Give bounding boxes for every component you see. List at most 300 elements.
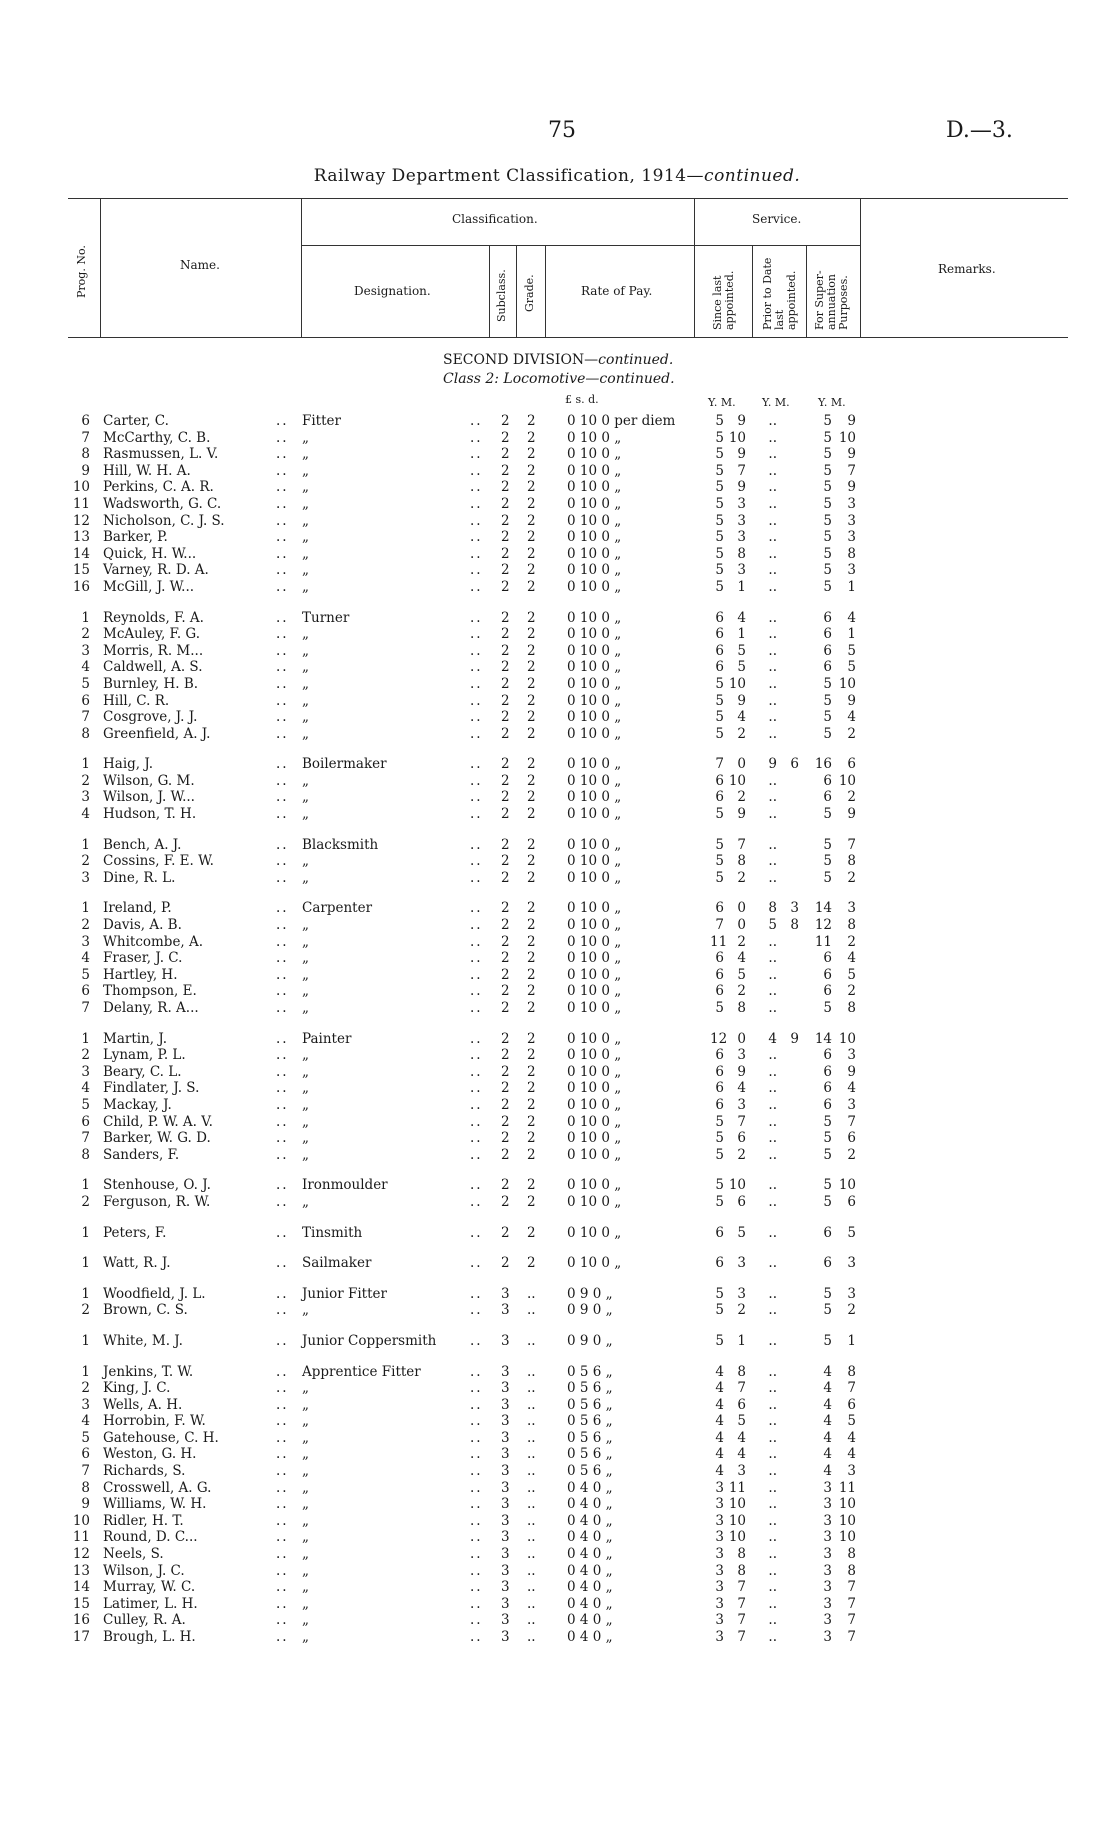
- since-years-cell: 5: [715, 495, 724, 512]
- total-months-cell: 2: [847, 983, 856, 1000]
- leader-dots: ..: [470, 462, 483, 479]
- subclass-cell: 2: [501, 806, 510, 823]
- since-months-cell: 5: [737, 642, 746, 659]
- table-row: [0, 1302, 1114, 1319]
- subclass-cell: 3: [501, 1546, 510, 1563]
- grade-cell: 2: [527, 966, 536, 983]
- col-rule: [860, 198, 861, 337]
- grade-cell: ..: [527, 1479, 536, 1496]
- grade-cell: 2: [527, 562, 536, 579]
- rate-of-pay-cell: 0 10 0 „: [567, 462, 622, 479]
- rate-of-pay-cell: 0 4 0 „: [567, 1595, 613, 1612]
- prior-years-cell: 9: [768, 756, 777, 773]
- grade-cell: 2: [527, 950, 536, 967]
- table-row: [0, 1000, 1114, 1017]
- designation-cell: „: [302, 1080, 309, 1097]
- table-row: [0, 1255, 1114, 1272]
- name-cell: Horrobin, F. W.: [103, 1413, 206, 1430]
- since-years-cell: 5: [715, 869, 724, 886]
- prog-no-cell: 4: [81, 1080, 90, 1097]
- grade-cell: ..: [527, 1396, 536, 1413]
- since-months-cell: 6: [737, 1130, 746, 1147]
- table-row: [0, 479, 1114, 496]
- subclass-cell: 2: [501, 983, 510, 1000]
- total-years-cell: 11: [814, 933, 832, 950]
- grade-cell: 2: [527, 1096, 536, 1113]
- subclass-cell: 2: [501, 1096, 510, 1113]
- name-cell: McGill, J. W...: [103, 578, 195, 595]
- name-cell: Thompson, E.: [103, 983, 197, 1000]
- rate-of-pay-cell: 0 10 0 „: [567, 479, 622, 496]
- leader-dots: ..: [276, 1363, 289, 1380]
- total-years-cell: 6: [823, 626, 832, 643]
- since-years-cell: 5: [715, 725, 724, 742]
- total-months-cell: 10: [838, 1177, 856, 1194]
- total-months-cell: 3: [847, 1285, 856, 1302]
- rate-of-pay-cell: 0 10 0 „: [567, 950, 622, 967]
- subclass-cell: 2: [501, 950, 510, 967]
- total-years-cell: 6: [823, 609, 832, 626]
- prior-years-cell: ..: [768, 1177, 777, 1194]
- table-row: [0, 513, 1114, 530]
- name-cell: McAuley, F. G.: [103, 626, 200, 643]
- table-row: [0, 579, 1114, 596]
- name-cell: Richards, S.: [103, 1463, 186, 1480]
- total-years-cell: 5: [823, 413, 832, 429]
- total-years-cell: 3: [823, 1595, 832, 1612]
- leader-dots: ..: [470, 1429, 483, 1446]
- leader-dots: ..: [276, 659, 289, 676]
- prog-no-cell: 3: [81, 789, 90, 806]
- subclass-cell: 2: [501, 512, 510, 529]
- total-months-cell: 7: [847, 1595, 856, 1612]
- prog-no-cell: 1: [81, 609, 90, 626]
- since-years-cell: 6: [715, 609, 724, 626]
- name-cell: Murray, W. C.: [103, 1579, 196, 1596]
- designation-cell: „: [302, 626, 309, 643]
- total-years-cell: 6: [823, 966, 832, 983]
- table-row: [0, 1114, 1114, 1131]
- since-months-cell: 7: [737, 1579, 746, 1596]
- prior-years-cell: ..: [768, 1529, 777, 1546]
- total-years-cell: 4: [823, 1429, 832, 1446]
- name-cell: Davis, A. B.: [103, 917, 182, 934]
- name-cell: Brough, L. H.: [103, 1629, 196, 1645]
- since-years-cell: 6: [715, 983, 724, 1000]
- designation-cell: „: [302, 966, 309, 983]
- grade-cell: 2: [527, 429, 536, 446]
- grade-cell: 2: [527, 675, 536, 692]
- leader-dots: ..: [276, 1512, 289, 1529]
- rate-of-pay-cell: 0 10 0 per diem: [567, 413, 676, 429]
- leader-dots: ..: [276, 1612, 289, 1629]
- prog-no-cell: 2: [81, 1302, 90, 1319]
- designation-cell: „: [302, 789, 309, 806]
- name-cell: Perkins, C. A. R.: [103, 479, 214, 496]
- since-years-cell: 6: [715, 1096, 724, 1113]
- name-cell: Rasmussen, L. V.: [103, 446, 219, 463]
- leader-dots: ..: [276, 1285, 289, 1302]
- leader-dots: ..: [470, 1285, 483, 1302]
- leader-dots: ..: [470, 1463, 483, 1480]
- page-number: 75: [548, 118, 576, 143]
- prior-years-cell: ..: [768, 853, 777, 870]
- prog-no-cell: 7: [81, 1130, 90, 1147]
- prior-years-cell: ..: [768, 1629, 777, 1645]
- leader-dots: ..: [276, 562, 289, 579]
- designation-cell: Junior Coppersmith: [302, 1332, 437, 1349]
- since-months-cell: 7: [737, 462, 746, 479]
- subclass-cell: 2: [501, 966, 510, 983]
- rate-of-pay-cell: 0 10 0 „: [567, 789, 622, 806]
- name-cell: Dine, R. L.: [103, 869, 176, 886]
- prog-no-cell: 15: [72, 562, 90, 579]
- designation-group: [0, 1031, 1114, 1164]
- since-years-cell: 4: [715, 1429, 724, 1446]
- leader-dots: ..: [470, 1146, 483, 1163]
- name-cell: Nicholson, C. J. S.: [103, 512, 225, 529]
- prog-no-cell: 1: [81, 900, 90, 917]
- designation-cell: „: [302, 1113, 309, 1130]
- total-years-cell: 6: [823, 950, 832, 967]
- since-years-cell: 6: [715, 626, 724, 643]
- table-row: [0, 870, 1114, 887]
- leader-dots: ..: [470, 512, 483, 529]
- subclass-cell: 3: [501, 1595, 510, 1612]
- since-years-cell: 5: [715, 853, 724, 870]
- grade-cell: ..: [527, 1562, 536, 1579]
- leader-dots: ..: [276, 1113, 289, 1130]
- grade-cell: 2: [527, 869, 536, 886]
- since-years-cell: 5: [715, 446, 724, 463]
- since-months-cell: 10: [728, 675, 746, 692]
- designation-group: [0, 610, 1114, 743]
- grade-cell: 2: [527, 725, 536, 742]
- rate-of-pay-cell: 0 10 0 „: [567, 578, 622, 595]
- subclass-cell: 3: [501, 1463, 510, 1480]
- since-months-cell: 1: [737, 578, 746, 595]
- table-row: [0, 1480, 1114, 1497]
- grade-cell: 2: [527, 609, 536, 626]
- total-years-cell: 5: [823, 725, 832, 742]
- prior-years-cell: ..: [768, 479, 777, 496]
- table-row: [0, 463, 1114, 480]
- subclass-cell: 2: [501, 562, 510, 579]
- total-months-cell: 3: [847, 529, 856, 546]
- grade-cell: 2: [527, 1063, 536, 1080]
- leader-dots: ..: [276, 1302, 289, 1319]
- prog-no-cell: 1: [81, 1363, 90, 1380]
- prog-no-cell: 4: [81, 1413, 90, 1430]
- designation-cell: „: [302, 1496, 309, 1513]
- grade-cell: 2: [527, 1113, 536, 1130]
- division-italic: continued.: [598, 352, 674, 368]
- designation-group: [0, 900, 1114, 1016]
- document-code: D.—3.: [946, 118, 1013, 143]
- designation-cell: „: [302, 1595, 309, 1612]
- since-months-cell: 4: [737, 1446, 746, 1463]
- subclass-cell: 2: [501, 1255, 510, 1272]
- total-years-cell: 6: [823, 1080, 832, 1097]
- total-months-cell: 10: [838, 675, 856, 692]
- leader-dots: ..: [276, 1479, 289, 1496]
- since-years-cell: 3: [715, 1612, 724, 1629]
- since-years-cell: 5: [715, 429, 724, 446]
- subclass-cell: 3: [501, 1562, 510, 1579]
- leader-dots: ..: [470, 1363, 483, 1380]
- leader-dots: ..: [470, 869, 483, 886]
- leader-dots: ..: [470, 1224, 483, 1241]
- rate-of-pay-cell: 0 10 0 „: [567, 1255, 622, 1272]
- prog-no-cell: 1: [81, 1177, 90, 1194]
- table-row: [0, 1629, 1114, 1646]
- name-cell: Burnley, H. B.: [103, 675, 199, 692]
- grade-cell: ..: [527, 1285, 536, 1302]
- name-cell: Morris, R. M...: [103, 642, 204, 659]
- total-years-cell: 5: [823, 529, 832, 546]
- leader-dots: ..: [470, 1629, 483, 1645]
- prog-no-cell: 5: [81, 1096, 90, 1113]
- total-years-cell: 5: [823, 429, 832, 446]
- since-months-cell: 2: [737, 933, 746, 950]
- name-cell: Findlater, J. S.: [103, 1080, 200, 1097]
- subclass-cell: 2: [501, 789, 510, 806]
- table-row: [0, 1225, 1114, 1242]
- rate-of-pay-cell: 0 10 0 „: [567, 806, 622, 823]
- name-cell: Crosswell, A. G.: [103, 1479, 212, 1496]
- designation-cell: „: [302, 1096, 309, 1113]
- prior-months-cell: 9: [790, 1030, 799, 1047]
- prior-years-cell: ..: [768, 1080, 777, 1097]
- table-row: [0, 934, 1114, 951]
- leader-dots: ..: [470, 1479, 483, 1496]
- prior-years-cell: ..: [768, 772, 777, 789]
- total-years-cell: 5: [823, 578, 832, 595]
- subclass-cell: 3: [501, 1413, 510, 1430]
- leader-dots: ..: [276, 1579, 289, 1596]
- since-years-cell: 5: [715, 562, 724, 579]
- prior-years-cell: ..: [768, 1047, 777, 1064]
- prior-years-cell: ..: [768, 1302, 777, 1319]
- leader-dots: ..: [470, 1113, 483, 1130]
- designation-cell: „: [302, 806, 309, 823]
- designation-cell: „: [302, 1063, 309, 1080]
- prog-no-cell: 1: [81, 1285, 90, 1302]
- page-title: [0, 166, 1114, 186]
- name-cell: Stenhouse, O. J.: [103, 1177, 211, 1194]
- prog-no-cell: 13: [72, 1562, 90, 1579]
- designation-cell: „: [302, 1000, 309, 1016]
- subclass-cell: 2: [501, 709, 510, 726]
- since-months-cell: 8: [737, 545, 746, 562]
- total-years-cell: 6: [823, 1047, 832, 1064]
- grade-cell: 2: [527, 1255, 536, 1272]
- leader-dots: ..: [470, 692, 483, 709]
- since-months-cell: 4: [737, 609, 746, 626]
- since-months-cell: 3: [737, 529, 746, 546]
- subclass-cell: 2: [501, 1113, 510, 1130]
- leader-dots: ..: [470, 479, 483, 496]
- total-years-cell: 6: [823, 772, 832, 789]
- subclass-cell: 3: [501, 1529, 510, 1546]
- prog-no-cell: 6: [81, 413, 90, 429]
- since-years-cell: 5: [715, 1302, 724, 1319]
- grade-cell: 2: [527, 1146, 536, 1163]
- rate-of-pay-cell: 0 10 0 „: [567, 836, 622, 853]
- leader-dots: ..: [276, 413, 289, 429]
- prior-years-cell: ..: [768, 578, 777, 595]
- total-months-cell: 6: [847, 1193, 856, 1210]
- leader-dots: ..: [276, 725, 289, 742]
- name-cell: Weston, G. H.: [103, 1446, 197, 1463]
- prog-no-cell: 3: [81, 869, 90, 886]
- since-years-cell: 5: [715, 578, 724, 595]
- since-years-cell: 6: [715, 642, 724, 659]
- prior-years-cell: ..: [768, 1096, 777, 1113]
- total-years-cell: 5: [823, 806, 832, 823]
- prog-no-cell: 12: [72, 1546, 90, 1563]
- since-years-cell: 3: [715, 1496, 724, 1513]
- table-row: [0, 1147, 1114, 1164]
- total-years-cell: 5: [823, 545, 832, 562]
- grade-cell: 2: [527, 789, 536, 806]
- total-months-cell: 1: [847, 578, 856, 595]
- prior-years-cell: ..: [768, 545, 777, 562]
- leader-dots: ..: [276, 462, 289, 479]
- total-years-cell: 14: [814, 1030, 832, 1047]
- grade-cell: 2: [527, 1080, 536, 1097]
- table-row: [0, 446, 1114, 463]
- prog-no-cell: 16: [72, 1612, 90, 1629]
- since-years-cell: 6: [715, 900, 724, 917]
- name-cell: Mackay, J.: [103, 1096, 172, 1113]
- grade-cell: ..: [527, 1529, 536, 1546]
- total-years-cell: 5: [823, 836, 832, 853]
- total-months-cell: 9: [847, 806, 856, 823]
- since-years-cell: 5: [715, 836, 724, 853]
- since-years-cell: 5: [715, 512, 724, 529]
- prior-years-cell: ..: [768, 1380, 777, 1397]
- remarks-header: Remarks.: [938, 262, 996, 276]
- grade-cell: 2: [527, 983, 536, 1000]
- leader-dots: ..: [276, 1629, 289, 1645]
- prior-years-cell: ..: [768, 675, 777, 692]
- prior-years-cell: ..: [768, 1113, 777, 1130]
- leader-dots: ..: [470, 1496, 483, 1513]
- rate-of-pay-cell: 0 10 0 „: [567, 1096, 622, 1113]
- total-years-cell: 12: [814, 917, 832, 934]
- total-months-cell: 8: [847, 1363, 856, 1380]
- since-years-cell: 3: [715, 1529, 724, 1546]
- since-months-cell: 10: [728, 1177, 746, 1194]
- since-months-cell: 7: [737, 1612, 746, 1629]
- since-years-cell: 5: [715, 675, 724, 692]
- subclass-cell: 2: [501, 529, 510, 546]
- total-months-cell: 9: [847, 446, 856, 463]
- prog-no-header: Prog. No.: [75, 245, 88, 298]
- since-years-cell: 7: [715, 756, 724, 773]
- table-row: [0, 1397, 1114, 1414]
- table-row: [0, 1380, 1114, 1397]
- designation-cell: Ironmoulder: [302, 1177, 388, 1194]
- table-row: [0, 1130, 1114, 1147]
- total-months-cell: 2: [847, 789, 856, 806]
- header-top-rule: [68, 198, 1068, 199]
- since-months-cell: 7: [737, 1595, 746, 1612]
- prior-years-cell: ..: [768, 1146, 777, 1163]
- designation-cell: „: [302, 709, 309, 726]
- grade-cell: ..: [527, 1302, 536, 1319]
- table-row: [0, 1430, 1114, 1447]
- total-years-cell: 5: [823, 1302, 832, 1319]
- service-units-since: Y. M.: [708, 396, 736, 409]
- prior-years-cell: ..: [768, 1562, 777, 1579]
- name-cell: Woodfield, J. L.: [103, 1285, 206, 1302]
- prior-years-cell: ..: [768, 1224, 777, 1241]
- col-rule: [516, 245, 517, 337]
- since-years-cell: 3: [715, 1479, 724, 1496]
- name-cell: Haig, J.: [103, 756, 154, 773]
- rate-of-pay-cell: 0 4 0 „: [567, 1629, 613, 1645]
- table-row: [0, 1031, 1114, 1048]
- leader-dots: ..: [470, 933, 483, 950]
- name-cell: Delany, R. A...: [103, 1000, 199, 1016]
- designation-cell: „: [302, 1629, 309, 1645]
- table-row: [0, 610, 1114, 627]
- grade-cell: ..: [527, 1332, 536, 1349]
- designation-cell: „: [302, 1446, 309, 1463]
- subclass-cell: 2: [501, 900, 510, 917]
- since-years-cell: 4: [715, 1363, 724, 1380]
- subclass-cell: 3: [501, 1446, 510, 1463]
- leader-dots: ..: [470, 413, 483, 429]
- leader-dots: ..: [470, 1332, 483, 1349]
- since-months-cell: 0: [737, 917, 746, 934]
- since-years-cell: 11: [710, 933, 728, 950]
- table-row: [0, 983, 1114, 1000]
- prog-no-cell: 8: [81, 1479, 90, 1496]
- since-years-cell: 6: [715, 1255, 724, 1272]
- since-years-cell: 4: [715, 1446, 724, 1463]
- prior-years-cell: ..: [768, 1429, 777, 1446]
- since-years-cell: 6: [715, 772, 724, 789]
- leader-dots: ..: [470, 950, 483, 967]
- rate-of-pay-cell: 0 10 0 „: [567, 725, 622, 742]
- name-cell: Wilson, J. C.: [103, 1562, 185, 1579]
- total-months-cell: 2: [847, 725, 856, 742]
- total-months-cell: 10: [838, 1529, 856, 1546]
- since-years-cell: 7: [715, 917, 724, 934]
- leader-dots: ..: [276, 1463, 289, 1480]
- grade-cell: 2: [527, 529, 536, 546]
- total-years-cell: 4: [823, 1463, 832, 1480]
- leader-dots: ..: [276, 933, 289, 950]
- total-years-cell: 5: [823, 462, 832, 479]
- name-cell: Martin, J.: [103, 1030, 167, 1047]
- total-months-cell: 4: [847, 1429, 856, 1446]
- total-months-cell: 3: [847, 900, 856, 917]
- total-years-cell: 6: [823, 1063, 832, 1080]
- since-months-cell: 9: [737, 806, 746, 823]
- for-superannuation-header: For Super-annuation Purposes.: [813, 270, 850, 330]
- col-rule: [489, 245, 490, 337]
- designation-cell: „: [302, 675, 309, 692]
- rate-of-pay-cell: 0 5 6 „: [567, 1429, 613, 1446]
- table-row: [0, 837, 1114, 854]
- since-months-cell: 4: [737, 950, 746, 967]
- total-years-cell: 3: [823, 1562, 832, 1579]
- leader-dots: ..: [470, 1380, 483, 1397]
